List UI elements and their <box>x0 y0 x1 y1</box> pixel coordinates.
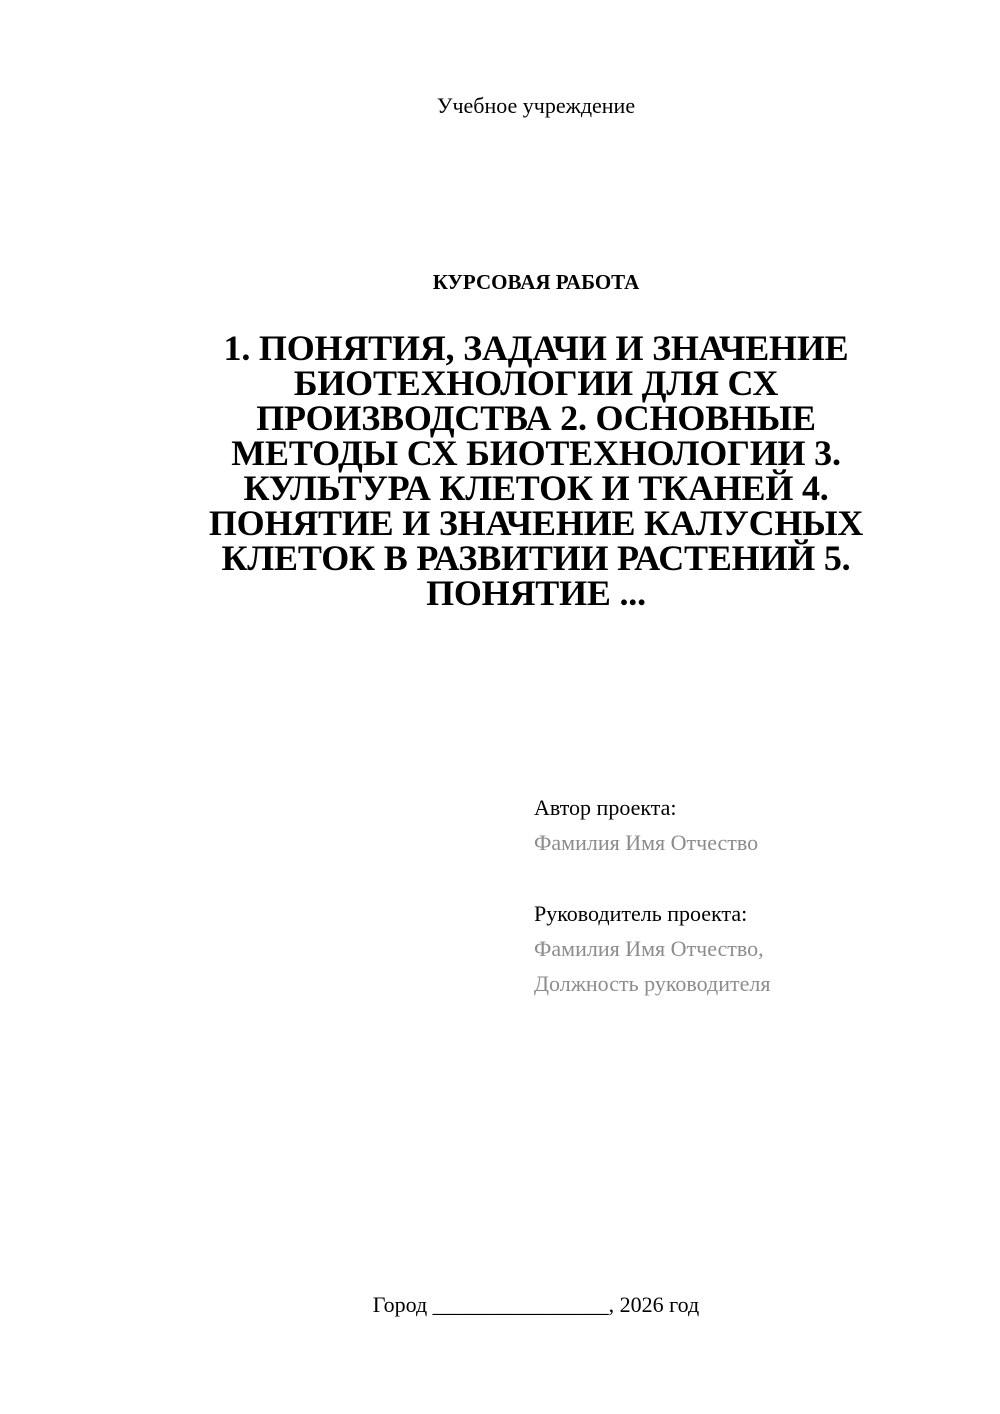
spacer <box>534 860 974 896</box>
institution-name: Учебное учреждение <box>436 93 636 118</box>
work-title: 1. ПОНЯТИЯ, ЗАДАЧИ И ЗНАЧЕНИЕ БИОТЕХНОЛОГИИ ДЛЯ СХ ПРОИЗВОДСТВА 2. ОСНОВНЫЕ МЕТОДЫ СХ БИОТЕХНОЛОГИИ 3. КУЛЬТУРА КЛЕТОК И ТКАНЕЙ 4. ПОНЯТИЕ И ЗНАЧЕНИЕ КАЛУСНЫХ КЛЕТОК В РАЗВИТИИ РАСТЕНИЙ 5. ПОНЯТИЕ ... <box>208 328 864 613</box>
city-year-line: Город ________________, 2026 год <box>372 1292 700 1317</box>
author-label: Автор проекта: <box>534 795 677 820</box>
supervisor-label: Руководитель проекта: <box>534 901 748 926</box>
supervisor-name: Фамилия Имя Отчество, <box>534 936 764 961</box>
supervisor-position: Должность руководителя <box>534 971 771 996</box>
work-type-heading: КУРСОВАЯ РАБОТА <box>432 270 640 294</box>
author-name: Фамилия Имя Отчество <box>534 830 759 855</box>
author-block <box>534 790 974 1001</box>
